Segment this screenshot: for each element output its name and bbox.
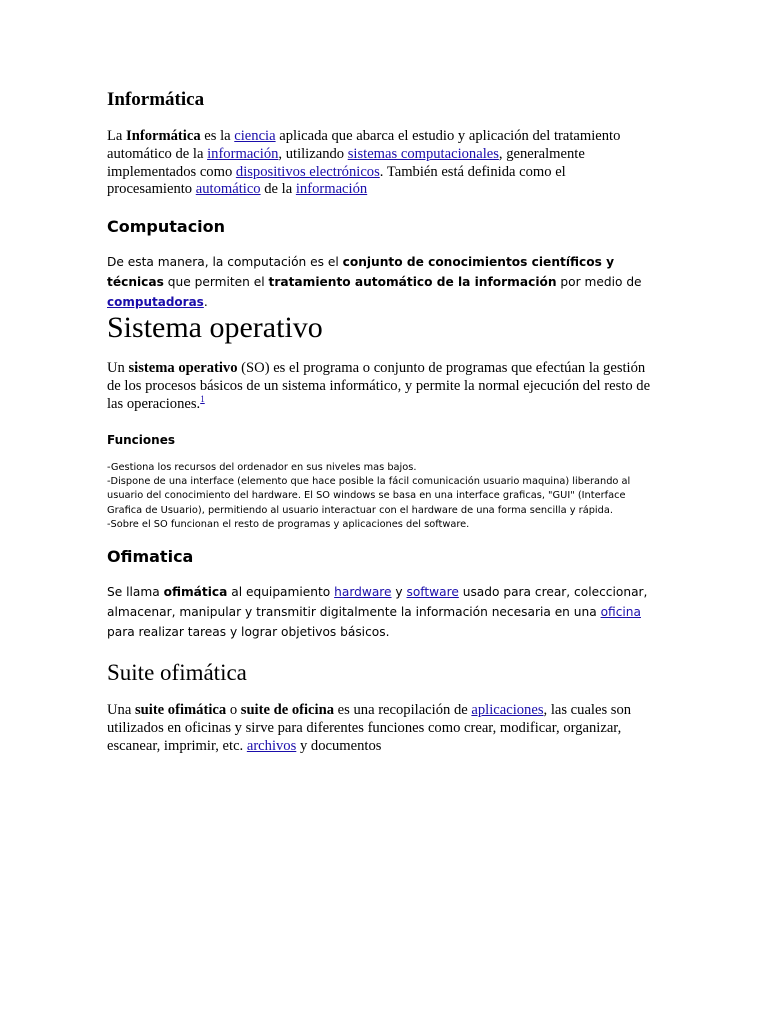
- paragraph-ofimatica: Se llama ofimática al equipamiento hardware y software usado para crear, coleccionar, almacenar, manipular y transmitir digitalmente la información necesaria en una oficina para realizar tareas y lograr objetivos básicos.: [107, 585, 648, 639]
- footnote-link[interactable]: 1: [200, 393, 205, 404]
- link-ciencia[interactable]: ciencia: [234, 128, 276, 144]
- funciones-item: -Dispone de una interface (elemento que hace posible la fácil comunicación usuario maquina) liberando al usuario del conocimiento del hardware. El SO windows se basa en una interface graficas, "GUI" (Interface Grafica de Usuario), permitiendo al usuario interactuar con el hardware de una forma sencilla y rápida.: [107, 476, 631, 516]
- paragraph-informatica: La Informática es la ciencia aplicada que abarca el estudio y aplicación del tratamiento automático de la información, utilizando sistemas computacionales, generalmente implementados como dispositivos electrónicos. También está definida como el procesamiento automático de la información: [107, 128, 621, 198]
- heading-computacion: Computacion: [107, 217, 226, 236]
- link-archivos[interactable]: archivos: [246, 737, 297, 754]
- heading-suite-ofimatica: Suite ofimática: [107, 660, 247, 685]
- paragraph-suite-ofimatica: Una suite ofimática o suite de oficina es una recopilación de aplicaciones, las cuales son utilizados en oficinas y sirve para diferentes funciones como crear, modificar, organizar, escanear, imprimir, etc. archivos y documentos: [107, 702, 632, 754]
- link-oficina[interactable]: oficina: [600, 605, 641, 619]
- funciones-item: -Gestiona los recursos del ordenador en sus niveles mas bajos.: [107, 462, 417, 473]
- funciones-item: -Sobre el SO funcionan el resto de programas y aplicaciones del software.: [107, 518, 470, 530]
- heading-ofimatica: Ofimatica: [107, 547, 194, 566]
- link-software[interactable]: software: [406, 585, 459, 599]
- bold-term: Informática: [126, 128, 201, 144]
- paragraph-computacion: De esta manera, la computación es el conjunto de conocimientos científicos y técnicas que permiten el tratamiento automático de la información por medio de computadoras.: [107, 255, 642, 309]
- link-informacion[interactable]: información: [207, 145, 279, 162]
- funciones-list: [107, 461, 652, 532]
- heading-funciones: Funciones: [107, 433, 175, 447]
- link-automatico[interactable]: automático: [195, 181, 261, 198]
- link-computadoras[interactable]: computadoras: [107, 295, 204, 309]
- heading-informatica: Informática: [107, 89, 205, 110]
- paragraph-sistema-operativo: Un sistema operativo (SO) es el programa o conjunto de programas que efectúan la gestión de los procesos básicos de un sistema informático, y permite la normal ejecución del resto de las operaciones.$^1$: [107, 360, 651, 412]
- heading-sistema-operativo: Sistema operativo: [107, 311, 323, 344]
- link-dispositivos-electronicos[interactable]: dispositivos electrónicos: [235, 163, 380, 180]
- link-hardware[interactable]: hardware: [334, 585, 392, 599]
- link-aplicaciones[interactable]: aplicaciones: [471, 702, 544, 718]
- link-informacion-2[interactable]: información: [295, 181, 368, 198]
- link-sistemas-computacionales[interactable]: sistemas computacionales: [347, 145, 499, 162]
